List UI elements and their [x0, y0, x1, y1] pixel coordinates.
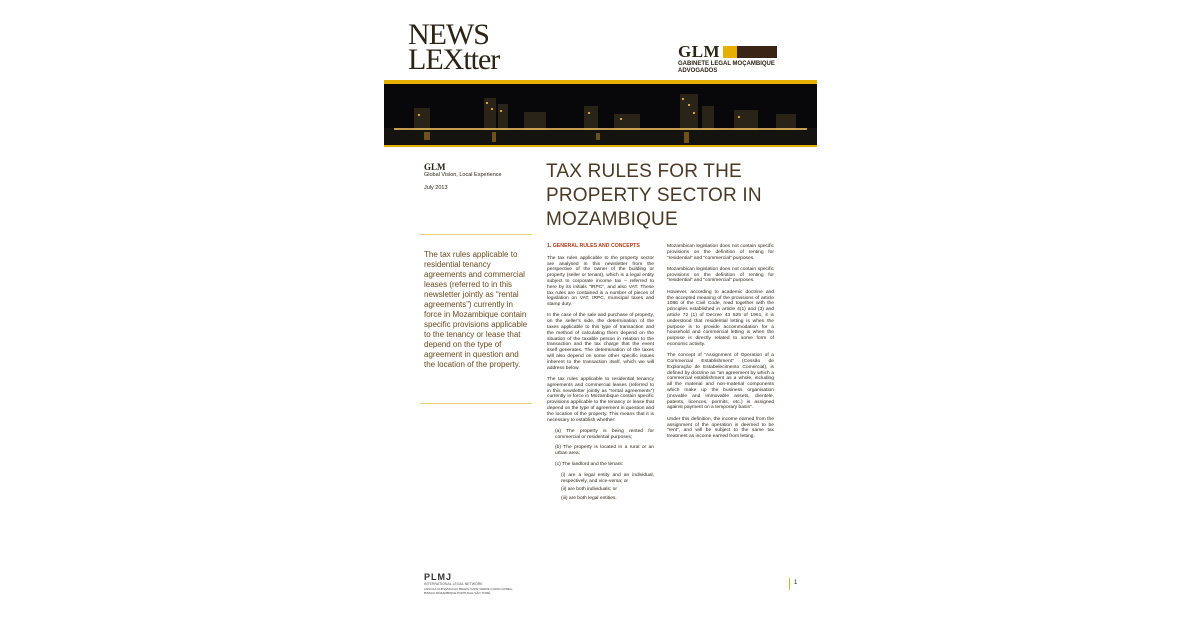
paragraph: The tax rules applicable to residential tenancy agreements and commercial leases (referred to in this newsletter jointly as “rental agreements”) currently in force in Mozambique contain specific provisions applicable to the tenancy or lease that depend on the type of agreement in question and the location of the property. This means that it is necessary to establish whether:	[547, 376, 654, 423]
paragraph: Mozambican legislation does not contain specific provisions on the definition of renting for “residential” and “commercial” purposes.	[667, 244, 774, 261]
newsletter-logo-line2: LEXtter	[408, 43, 500, 76]
network-logo-mark: PLMJ	[424, 572, 453, 582]
list-item: (c) The landlord and the tenant:	[555, 462, 624, 467]
firm-name	[678, 61, 788, 75]
newsletter-logo	[408, 18, 500, 76]
sidebar-tagline: Global Vision, Local Experience	[424, 172, 502, 178]
article-title: TAX RULES FOR THE PROPERTY SECTOR IN MOZAMBIQUE	[546, 161, 762, 230]
article-column-2	[667, 244, 774, 445]
section-heading: 1. GENERAL RULES AND CONCEPTS	[547, 243, 640, 249]
network-logo-subtitle: INTERNATIONAL LEGAL NETWORK	[424, 582, 483, 586]
list-item: (a) The property is being rented for commercial or residential purposes;	[555, 428, 654, 440]
sub-list-item: (iii) are both legal entities.	[561, 496, 617, 502]
firm-logo-gold-bar	[723, 46, 737, 58]
newsletter-page	[384, 0, 817, 630]
firm-logo: GLM	[678, 42, 721, 61]
list-item: (b) The property is located in a rural or an urban area;	[555, 445, 654, 457]
masthead	[384, 12, 817, 80]
city-skyline-image	[384, 84, 817, 145]
network-cities: ANGOLA CHINA/MACAU BRAZIL CAPE VERDE CHINA GUINEA-BISSAU MOZAMBIQUE PORTUGAL SÃO TOMÉ	[424, 587, 513, 595]
page-number: 1	[794, 580, 798, 586]
sidebar-divider-bottom	[420, 403, 532, 404]
skyline-illustration	[384, 84, 817, 145]
paragraph: Under this definition, the income earned from the assignment of the operation is deemed to be “rent”, and will be subject to the same tax treatment as income earned from letting.	[667, 416, 774, 440]
article-column-1	[547, 244, 654, 505]
header-gold-strip-bottom	[384, 145, 817, 147]
newsletter-logo-line1: NEWS	[408, 18, 489, 51]
paragraph: In the case of the sale and purchase of property, on the seller’s side, the determination of the taxes applicable to this type of transaction and the method of calculating them depend on the situation of the taxable person in relation to the transaction and the tax charge that the event itself generates. The determination of the taxes will also depend on some other specific issues inherent to the transaction itself, which we will address below.	[547, 313, 654, 371]
sidebar-pull-quote: The tax rules applicable to residential tenancy agreements and commercial leases (referred to in this newsletter jointly as “rental agreements”) currently in force in Mozambique contain specific provisions applicable to the tenancy or lease that depend on the type of agreement in question and the location of the property.	[424, 250, 528, 369]
sidebar-firm: GLM	[424, 162, 446, 172]
sidebar-divider-top	[420, 234, 532, 235]
paragraph: The concept of “Assignment of Operation of a Commercial Establishment” (Cessão de Exploração de Estabelecimento Comercial), is defined by doctrine as “an agreement by which a commercial establishment as a whole, including all the material and non-material components which make up the business organisation (movable and immovable assets, clientele, patents, licences, permits, etc.) is assigned against payment on a temporary basis”.	[667, 353, 774, 411]
sidebar-date: July 2013	[424, 185, 448, 191]
sub-list-item: (i) are a legal entity and an individual, respectively, and vice-versa; or	[561, 472, 654, 484]
page-number-marker	[789, 578, 790, 590]
paragraph: However, according to academic doctrine and the accepted meaning of the provisions of article 1086 of the Civil Code, read together with the principles established in article 4(1) and (3) and article 72 (1) of Decree 43 525 of 1961, it is understood that residential letting is when the purpose is to provide accommodation for a household and commercial letting is when the purpose is directly related to some form of economic activity.	[667, 289, 774, 347]
firm-logo-dark-bar	[737, 46, 777, 58]
firm-name-line2: ADVOGADOS	[678, 68, 718, 74]
network-logo	[424, 572, 513, 595]
firm-name-line1: GABINETE LEGAL MOÇAMBIQUE	[678, 61, 775, 67]
paragraph: The tax rules applicable to the property sector are analysed in this newsletter from the perspective of the owner of the building or property (seller or tenant), which is a legal entity subject to corporate income tax – referred to here by its initials “IRPC”, and also VAT. These tax rules are contained in a number of pieces of legislation on VAT, IRPC, municipal taxes and stamp duty.	[547, 255, 654, 308]
paragraph: Mozambican legislation does not contain specific provisions on the definition of renting for “residential” and “commercial” purposes.	[667, 266, 774, 284]
sub-list-item: (ii) are both individuals; or	[561, 487, 617, 493]
